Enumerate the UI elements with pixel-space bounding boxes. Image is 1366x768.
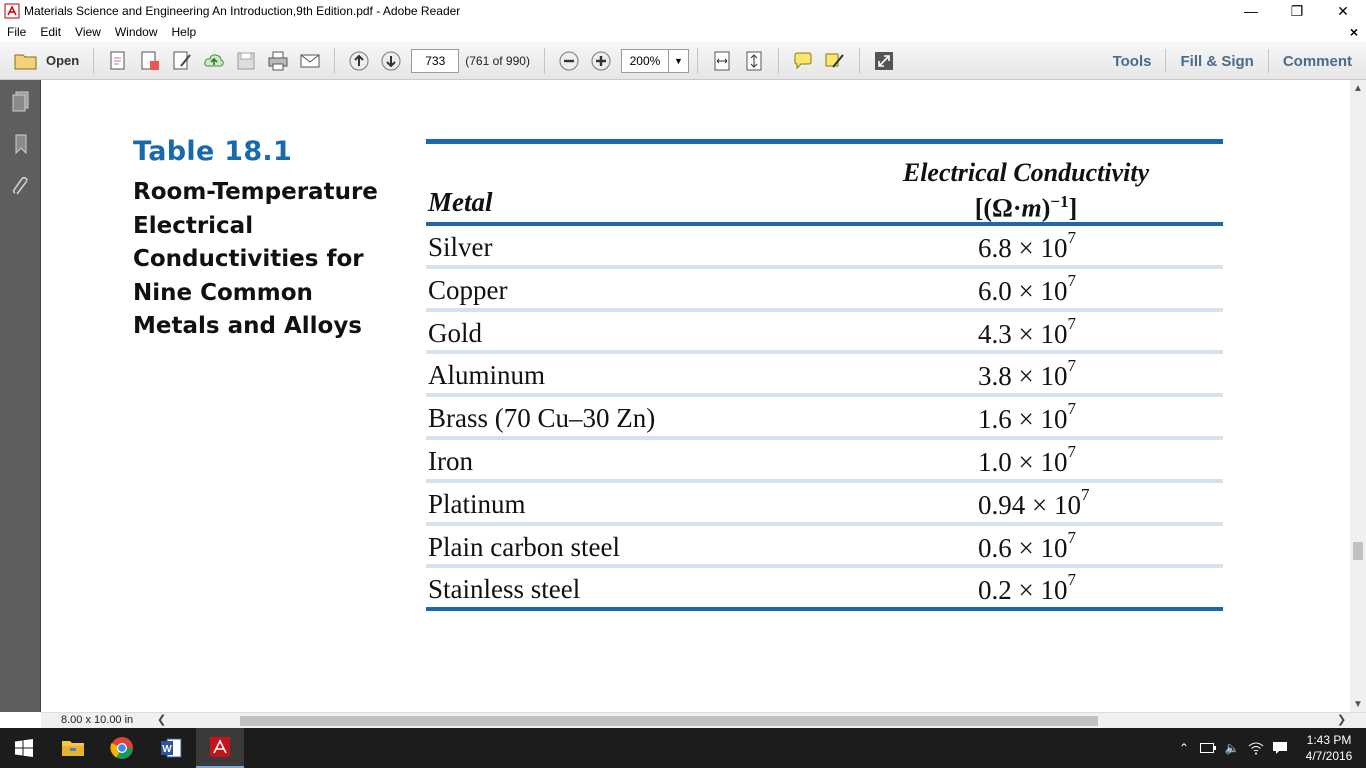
wifi-shape — [1248, 741, 1264, 755]
column-header-conductivity-unit — [866, 187, 1186, 223]
metal-name: Iron — [428, 445, 473, 476]
svg-text:W: W — [162, 744, 172, 755]
status-bar — [41, 712, 1366, 728]
page-size-label: 8.00 x 10.00 in — [61, 714, 134, 726]
table-row — [426, 354, 1223, 397]
title-bar — [0, 0, 1366, 22]
menu-help[interactable]: Help — [171, 25, 197, 39]
unit-m: m — [1021, 193, 1042, 223]
chevron-up-icon[interactable]: ⌃ — [1178, 741, 1190, 755]
navigation-pane — [0, 80, 41, 712]
menu-window[interactable]: Window — [114, 25, 158, 39]
table-row — [426, 526, 1223, 569]
unit-close-paren: ) — [1041, 193, 1051, 223]
close-document-button[interactable]: × — [1349, 24, 1358, 40]
window-title: Materials Science and Engineering An Introduction,9th Edition.pdf - Adobe Reader — [24, 4, 461, 18]
table-row — [426, 312, 1223, 355]
battery-shape — [1200, 743, 1216, 753]
conductivity-value — [978, 484, 1090, 521]
table-row — [426, 397, 1223, 440]
value-mantissa: 4.3 × 10 — [978, 318, 1068, 349]
envelope-icon — [299, 50, 321, 72]
page-thumbnails-button[interactable] — [0, 82, 41, 122]
metal-name: Platinum — [428, 488, 526, 519]
arrow-up-circle-icon — [348, 50, 370, 72]
vertical-scroll-thumb[interactable] — [1353, 542, 1363, 560]
table-row — [426, 269, 1223, 312]
menu-edit[interactable]: Edit — [40, 25, 62, 39]
bookmarks-button[interactable] — [0, 124, 41, 164]
scroll-down-icon[interactable]: ▼ — [1353, 698, 1363, 710]
chrome-icon — [110, 736, 134, 760]
document-page — [41, 80, 1350, 712]
export-pdf-icon — [139, 50, 161, 72]
conductivity-value — [978, 527, 1076, 564]
separator — [544, 48, 545, 74]
edit-pdf-button[interactable] — [168, 47, 196, 75]
value-exponent: 7 — [1067, 441, 1076, 461]
fit-width-icon — [711, 50, 733, 72]
folder-icon — [61, 738, 85, 758]
value-exponent: 7 — [1067, 270, 1076, 290]
tab-fill-and-sign[interactable]: Fill & Sign — [1180, 52, 1254, 70]
cloud-upload-icon — [203, 50, 225, 72]
conductivity-value — [978, 270, 1076, 307]
value-mantissa: 1.0 × 10 — [978, 446, 1068, 477]
value-mantissa: 6.0 × 10 — [978, 275, 1068, 306]
adobe-reader-icon — [209, 736, 231, 758]
menu-bar — [0, 22, 1366, 42]
column-header-conductivity — [866, 158, 1186, 223]
unit-close-bracket: ] — [1068, 193, 1078, 223]
battery-icon[interactable] — [1196, 728, 1220, 768]
plus-circle-icon — [590, 50, 612, 72]
scroll-right-icon[interactable]: ❯ — [1337, 714, 1347, 726]
expand-icon — [873, 50, 895, 72]
clock[interactable] — [1292, 732, 1366, 764]
bookmark-icon — [10, 132, 32, 156]
taskbar — [0, 728, 1366, 768]
highlighter-icon — [824, 50, 846, 72]
word-icon — [159, 736, 183, 760]
conductivity-value — [978, 228, 1076, 264]
separator — [778, 48, 779, 74]
value-mantissa: 0.6 × 10 — [978, 532, 1068, 563]
tab-tools[interactable]: Tools — [1112, 52, 1152, 70]
zoom-out-button[interactable] — [555, 47, 583, 75]
conductivity-value — [978, 441, 1076, 478]
fit-width-button[interactable] — [708, 47, 736, 75]
table-header — [426, 144, 1223, 222]
page-count: (761 of 990) — [465, 53, 530, 68]
value-mantissa: 6.8 × 10 — [978, 233, 1068, 263]
table-caption: Room-Temperature Electrical Conductivities for Nine Common Metals and Alloys — [133, 179, 378, 339]
unit-exponent: −1 — [1050, 192, 1069, 211]
create-pdf-button[interactable] — [104, 47, 132, 75]
metal-name: Plain carbon steel — [428, 531, 620, 562]
fit-page-icon — [743, 50, 765, 72]
unit-open: [(Ω· — [974, 193, 1022, 223]
scroll-left-icon[interactable]: ❮ — [157, 714, 167, 726]
paperclip-icon — [10, 174, 32, 198]
value-mantissa: 1.6 × 10 — [978, 404, 1068, 435]
page-number-input[interactable] — [411, 49, 459, 73]
zoom-value: 200% — [629, 53, 661, 68]
table-row — [426, 226, 1223, 269]
export-pdf-button[interactable] — [136, 47, 164, 75]
sticky-note-button[interactable] — [789, 47, 817, 75]
conductivity-value — [978, 313, 1076, 350]
start-button[interactable] — [0, 728, 48, 768]
adobe-reader-icon — [4, 3, 20, 19]
windows-logo-icon — [15, 739, 33, 757]
table-label: Table 18.1 — [133, 136, 293, 167]
column-header-metal: Metal — [428, 187, 493, 217]
vertical-scrollbar[interactable] — [1350, 80, 1366, 712]
value-exponent: 7 — [1067, 570, 1076, 590]
conductivity-value — [978, 399, 1076, 435]
zoom-select[interactable] — [621, 49, 689, 73]
column-header-conductivity-title: Electrical Conductivity — [902, 158, 1150, 187]
create-pdf-icon — [107, 50, 129, 72]
separator — [334, 48, 335, 74]
table-row — [426, 483, 1223, 526]
metal-name: Brass (70 Cu–30 Zn) — [428, 403, 656, 434]
value-mantissa: 0.94 × 10 — [978, 489, 1081, 520]
value-exponent: 7 — [1067, 356, 1076, 376]
menu-file[interactable]: File — [7, 25, 27, 39]
value-exponent: 7 — [1067, 527, 1076, 547]
horizontal-scroll-thumb[interactable] — [240, 716, 1098, 726]
minimize-button[interactable]: — — [1244, 3, 1258, 19]
separator — [93, 48, 94, 74]
metal-name: Copper — [428, 274, 508, 305]
attachments-button[interactable] — [0, 166, 41, 206]
table-row — [426, 568, 1223, 611]
notification-icon[interactable] — [1268, 728, 1292, 768]
folder-icon — [14, 51, 38, 71]
system-tray — [1172, 728, 1366, 768]
wifi-icon[interactable] — [1244, 728, 1268, 768]
chevron-down-icon[interactable]: ▼ — [668, 50, 688, 72]
close-window-button[interactable]: ✕ — [1337, 2, 1349, 19]
zoom-in-button[interactable] — [587, 47, 615, 75]
save-button[interactable] — [232, 47, 260, 75]
menu-view[interactable]: View — [75, 25, 101, 39]
previous-page-button[interactable] — [345, 47, 373, 75]
metal-name: Silver — [428, 232, 493, 262]
open-button[interactable] — [8, 47, 85, 75]
value-exponent: 7 — [1067, 399, 1076, 419]
open-label: Open — [46, 53, 80, 68]
taskbar-file-explorer[interactable] — [49, 728, 97, 768]
taskbar-word[interactable] — [147, 728, 195, 768]
full-screen-button[interactable] — [870, 47, 898, 75]
toolbar — [0, 42, 1366, 80]
value-exponent: 7 — [1080, 484, 1090, 504]
save-icon — [235, 50, 257, 72]
conductivity-value — [978, 570, 1076, 606]
separator — [859, 48, 860, 74]
value-mantissa: 0.2 × 10 — [978, 575, 1068, 606]
volume-icon[interactable]: 🔈 — [1224, 741, 1240, 755]
clock-time: 1:43 PM — [1306, 733, 1352, 747]
email-button[interactable] — [296, 47, 324, 75]
separator — [697, 48, 698, 74]
comment-bubble-icon — [792, 50, 814, 72]
highlight-text-button[interactable] — [821, 47, 849, 75]
minus-circle-icon — [558, 50, 580, 72]
fit-page-button[interactable] — [740, 47, 768, 75]
clock-date: 4/7/2016 — [1305, 749, 1353, 763]
metal-name: Stainless steel — [428, 574, 581, 605]
conductivity-value — [978, 356, 1076, 392]
taskbar-adobe-reader[interactable] — [196, 728, 244, 768]
value-exponent: 7 — [1067, 313, 1076, 333]
edit-pdf-icon — [171, 50, 193, 72]
metal-name: Aluminum — [428, 360, 546, 391]
restore-button[interactable]: ❐ — [1290, 2, 1304, 19]
taskbar-chrome[interactable] — [98, 728, 146, 768]
arrow-down-circle-icon — [380, 50, 402, 72]
metal-name: Gold — [428, 317, 482, 348]
tab-comment[interactable]: Comment — [1282, 52, 1352, 70]
upload-button[interactable] — [200, 47, 228, 75]
print-button[interactable] — [264, 47, 292, 75]
printer-icon — [267, 50, 289, 72]
pages-icon — [10, 90, 32, 114]
table-row — [426, 440, 1223, 483]
scroll-up-icon[interactable]: ▲ — [1353, 82, 1363, 94]
notification-shape — [1272, 741, 1288, 755]
conductivity-table — [426, 139, 1223, 611]
next-page-button[interactable] — [377, 47, 405, 75]
value-exponent: 7 — [1067, 228, 1076, 247]
value-mantissa: 3.8 × 10 — [978, 361, 1068, 392]
